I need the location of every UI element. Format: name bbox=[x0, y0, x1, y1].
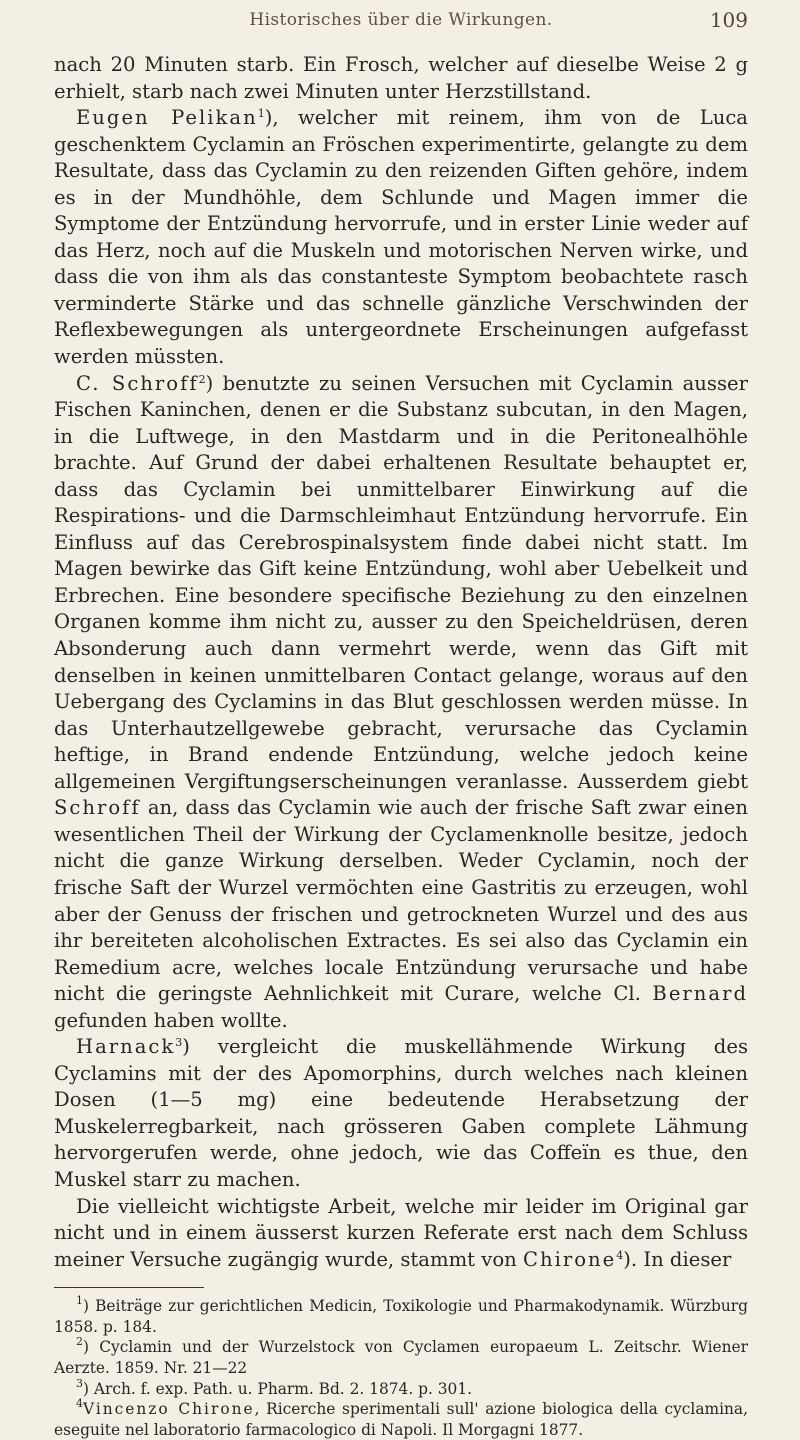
footnote-divider bbox=[54, 1287, 204, 1288]
footnote-3 bbox=[54, 1376, 748, 1400]
footnotes bbox=[54, 1296, 748, 1440]
paragraph-2-text: , welcher mit reinem, ihm von de Luca geschenktem Cyclamin an Fröschen experimentirte, gelangte zu dem Resultate, dass das Cyclamin zu den reizenden Giften gehöre, indem es in der Mundhöhle, dem Schlunde und Magen immer die Symptome der Entzündung hervorrufe, und in erster Linie weder auf das Herz, noch auf die Muskeln und motorischen Nerven wirke, und dass die von ihm als das constanteste Symptom beobachtete rasch verminderte Stärke und das schnelle gänzliche Verschwinden der Reflexbewegungen als untergeordnete Erscheinungen aufgefasst werden müssten. bbox=[54, 106, 748, 369]
paragraph-3-text-c: gefunden haben wollte. bbox=[54, 1008, 288, 1032]
paragraph-4-text: vergleicht die muskellähmende Wirkung des Cyclamins mit der des Apomorphins, durch welches nach kleinen Dosen (1—5 mg) eine bedeutende Herabsetzung der Muskelerregbarkeit, nach grösseren Gaben complete Lähmung hervorgerufen werde, ohne jedoch, wie das Coffeïn es thue, den Muskel starr zu machen. bbox=[54, 1035, 748, 1191]
footnote-2 bbox=[54, 1337, 748, 1378]
running-title: Historisches über die Wirkungen. bbox=[249, 10, 553, 30]
page-number: 109 bbox=[709, 8, 748, 32]
author-name-bernard: Bernard bbox=[652, 982, 748, 1006]
paragraph-5-text-b: . In dieser bbox=[630, 1247, 732, 1271]
footnote-1-text: ) Beiträge zur gerichtlichen Medicin, Toxikologie und Pharmakodynamik. Würzburg 1858. p. 184. bbox=[54, 1297, 748, 1336]
footnote-ref-1: 1 bbox=[257, 107, 265, 121]
paragraph-2: Eugen Pelikan$^1$), welcher mit reinem, ihm von de Luca geschenktem Cyclamin an Fröschen experimentirte, gelangte zu dem Resultate, dass das Cyclamin zu den reizenden Giften gehöre, indem es in der Mundhöhle, dem Schlunde und Magen immer die Symptome der Entzündung hervorrufe, und in erster Linie weder auf das Herz, noch auf die Muskeln und motorischen Nerven wirke, und dass die von ihm als das constanteste Symptom beobachtete rasch verminderte Stärke und das schnelle gänzliche Verschwinden der Reflexbewegungen als untergeordnete Erscheinungen aufgefasst werden müssten. bbox=[54, 106, 748, 369]
author-name-schroff-2: Schroff bbox=[54, 796, 141, 820]
paragraph-4: Harnack$^3$) vergleicht die muskellähmende Wirkung des Cyclamins mit der des Apomorphins, durch welches nach kleinen Dosen (1—5 mg) eine bedeutende Herabsetzung der Muskelerregbarkeit, nach grösseren Gaben complete Lähmung hervorgerufen werde, ohne jedoch, wie das Coffeïn es thue, den Muskel starr zu machen. bbox=[54, 1035, 748, 1191]
paragraph-5-text-a: Die vielleicht wichtigste Arbeit, welche mir leider im Original gar nicht und in einem äusserst kurzen Referate erst nach dem Schluss meiner Versuche zugängig wurde, stammt von bbox=[54, 1194, 748, 1271]
footnote-mark-1: 1 bbox=[76, 1294, 83, 1308]
paragraph-3: C. Schroff$^2$) benutzte zu seinen Versuchen mit Cyclamin ausser Fischen Kaninchen, denen er die Substanz subcutan, in den Magen, in die Luftwege, in den Mastdarm und in die Peritonealhöhle brachte. Auf Grund der dabei erhaltenen Resultate behauptet er, dass das Cyclamin bei unmittelbarer Einwirkung auf die Respirations- und die Darmschleimhaut Entzündung hervorrufe. Ein Einfluss auf das Cerebrospinalsystem finde dabei nicht statt. Im Magen bewirke das Gift keine Entzündung, wohl aber Uebelkeit und Erbrechen. Eine besondere specifische Beziehung zu den einzelnen Organen komme ihm nicht zu, ausser zu den Speicheldrüsen, deren Absonderung auch dann vermehrt werde, wenn das Gift mit denselben in keinen unmittelbaren Contact gelange, woraus auf den Uebergang des Cyclamins in das Blut geschlossen werden müsse. In das Unterhautzellgewebe gebracht, verursache das Cyclamin heftige, in Brand endende Entzündung, welche jedoch keine allgemeinen Vergiftungserscheinungen veranlasse. Ausserdem giebt Schroff an, dass das Cyclamin wie auch der frische Saft zwar einen wesentlichen Theil der Wirkung der Cyclamenknolle besitze, jedoch nicht die ganze Wirkung derselben. Weder Cyclamin, noch der frische Saft der Wurzel vermöchten eine Gastritis zu erzeugen, wohl aber der Genuss der frischen und getrockneten Wurzel und des aus ihr bereiteten alcoholischen Extractes. Es sei also das Cyclamin ein Remedium acre, welches locale Entzündung verursache und habe nicht die geringste Aehnlichkeit mit Curare, welche Cl. Bernard gefunden haben wollte. bbox=[54, 371, 749, 1032]
page-header bbox=[54, 0, 748, 52]
footnote-4-author: Vincenzo Chirone bbox=[83, 1400, 255, 1419]
footnote-4 bbox=[54, 1399, 748, 1440]
footnote-1 bbox=[54, 1296, 748, 1337]
author-name-chirone: Chirone bbox=[522, 1247, 617, 1271]
footnote-4-text: , Ricerche sperimentali sull' azione biologica della cyclamina, eseguite nel laboratorio farmacologico di Napoli. Il Morgagni 1877. bbox=[54, 1400, 748, 1439]
footnote-2-text: ) Cyclamin und der Wurzelstock von Cyclamen europaeum L. Zeitschr. Wiener Aerzte. 1859. Nr. 21—22 bbox=[54, 1338, 748, 1377]
paragraph-1-text: nach 20 Minuten starb. Ein Frosch, welcher auf dieselbe Weise 2 g erhielt, starb nach zwei Minuten unter Herzstillstand. bbox=[54, 53, 748, 103]
footnote-3-text: ) Arch. f. exp. Path. u. Pharm. Bd. 2. 1874. p. 301. bbox=[83, 1379, 473, 1398]
footnote-mark-2: 2 bbox=[76, 1335, 83, 1349]
footnote-ref-4: 4 bbox=[616, 1248, 624, 1262]
author-name-harnack: Harnack bbox=[76, 1035, 176, 1059]
paragraph-3-text-b: an, dass das Cyclamin wie auch der frische Saft zwar einen wesentlichen Theil der Wirkung der Cyclamenknolle besitze, jedoch nicht die ganze Wirkung derselben. Weder Cyclamin, noch der frische Saft der Wurzel vermöchten eine Gastritis zu erzeugen, wohl aber der Genuss der frischen und getrockneten Wurzel und des aus ihr bereiteten alcoholischen Extractes. Es sei also das Cyclamin ein Remedium acre, welches locale Entzündung verursache und habe nicht die geringste Aehnlichkeit mit Curare, welche Cl. bbox=[54, 796, 748, 1006]
author-name-schroff: C. Schroff bbox=[76, 371, 199, 395]
footnote-ref-2: 2 bbox=[198, 372, 206, 386]
footnote-mark-4: 4 bbox=[76, 1397, 83, 1411]
paragraph-5: Die vielleicht wichtigste Arbeit, welche mir leider im Original gar nicht und in einem äusserst kurzen Referate erst nach dem Schluss meiner Versuche zugängig wurde, stammt von Chirone$^4$). In dieser bbox=[54, 1194, 748, 1271]
footnote-ref-3: 3 bbox=[175, 1036, 183, 1050]
author-name-pelikan: Eugen Pelikan bbox=[76, 106, 258, 130]
footnote-mark-3: 3 bbox=[76, 1376, 83, 1390]
body-text bbox=[54, 52, 748, 1273]
paragraph-3-text-a: benutzte zu seinen Versuchen mit Cyclamin ausser Fischen Kaninchen, denen er die Substanz subcutan, in den Magen, in die Luftwege, in den Mastdarm und in die Peritonealhöhle brachte. Auf Grund der dabei erhaltenen Resultate behauptet er, dass das Cyclamin bei unmittelbarer Einwirkung auf die Respirations- und die Darmschleimhaut Entzündung hervorrufe. Ein Einfluss auf das Cerebrospinalsystem finde dabei nicht statt. Im Magen bewirke das Gift keine Entzündung, wohl aber Uebelkeit und Erbrechen. Eine besondere specifische Beziehung zu den einzelnen Organen komme ihm nicht zu, ausser zu den Speicheldrüsen, deren Absonderung auch dann vermehrt werde, wenn das Gift mit denselben in keinen unmittelbaren Contact gelange, woraus auf den Uebergang des Cyclamins in das Blut geschlossen werden müsse. In das Unterhautzellgewebe gebracht, verursache das Cyclamin heftige, in Brand endende Entzündung, welche jedoch keine allgemeinen Vergiftungserscheinungen veranlasse. Ausserdem giebt bbox=[54, 371, 749, 793]
paragraph-1 bbox=[54, 52, 748, 105]
